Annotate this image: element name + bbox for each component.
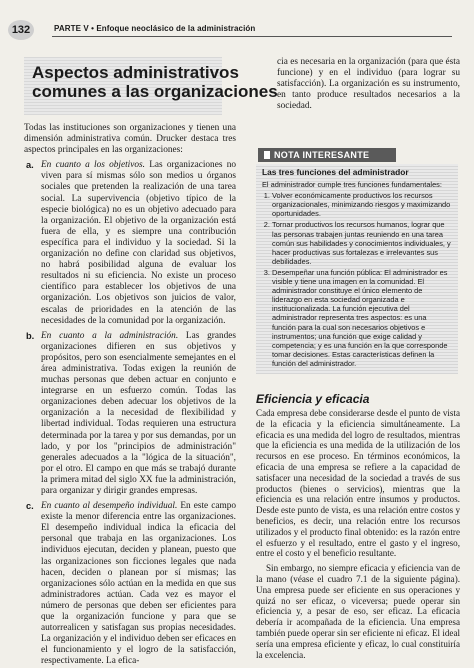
page-number: 132 [8, 20, 34, 40]
list-item-administracion [24, 331, 236, 497]
section-title-box [24, 57, 278, 115]
section-title-line2: comunes a las organizaciones [32, 82, 278, 101]
note-list-item: 1. Volver económicamente productivos los recursos organizacionales, minimizando riesgos y maximizando oportunidades. [272, 191, 452, 218]
subheading-eficiencia: Eficiencia y eficacia [256, 392, 370, 406]
eficiencia-paragraph-2: Sin embargo, no siempre eficacia y eficiencia van de la mano (véase el cuadro 7.1 de la siguiente página). Una empresa puede ser eficiente en sus operaciones y quizá no ser eficaz, o viceversa; puede operar sin eficiencia y, a pesar de eso, ser eficaz. La eficacia debería ir acompañada de la eficiencia. Una empresa también puede operar sin ser eficiente ni eficaz. El ideal sería una empresa eficiente y eficaz, lo cual constituiría la excelencia. [256, 563, 461, 660]
list-marker: b. [26, 330, 35, 341]
note-tag [258, 148, 396, 162]
right-column-bottom [256, 408, 460, 664]
list-item-text: En este campo existe la menor diferencia entre las organizaciones. El desempeño individual indica la eficacia del personal que trabaja en las organizaciones. Los individuos ejecutan, deciden y planean, puesto que las organizaciones son ficciones legales que nada hacen, deciden o planean por sí mismas; las organizaciones sólo actúan en la medida en que sus administradores actúan. Cada vez es mayor el número de personas que deben ser eficientes para que la organización funcione y para que se autorrealicen y satisfagan sus propias necesidades. La organización y el individuo deben ser eficaces en el funcionamiento y el logro de la satisfacción, respectivamente. La efica- [41, 501, 236, 667]
list-item-objetivos [24, 160, 236, 326]
header-rule [52, 36, 452, 37]
list-item-text: Las organizaciones no viven para sí mismas sólo son medios u órganos sociales que pretenden la realización de una tarea social. La supervivencia (objetivo típico de la especie biológica) no es un objetivo adecuado para la organización. El objetivo de la organización está fuera de ella, y es siempre una contribución específica para el individuo y la sociedad. Si la organización no define con claridad sus objetivos, no habrá posibilidad alguna de evaluar los resultados ni su eficiencia. No existe un proceso científico para establecer los objetivos de una organización. Los objetivos son juicios de valor, escalas de prioridades en la atención de las necesidades de la comunidad por la organización. [41, 160, 236, 326]
running-title: PARTE V • Enfoque neoclásico de la administración [54, 24, 256, 33]
left-column [24, 123, 236, 668]
eficiencia-paragraph-1: Cada empresa debe considerarse desde el punto de vista de la eficacia y la eficiencia simultáneamente. La eficacia es una medida del logro de resultados, mientras que la eficiencia es una medida de la utilización de los recursos en ese proceso. En términos económicos, la eficacia de una empresa se refiere a la capacidad de satisfacer una necesidad de la sociedad a través de sus productos (bienes o servicios), mientras que la eficiencia es una relación entre insumos y productos. Desde este punto de vista, es una relación entre costos y beneficios, es decir, una relación entre los recursos utilizados y el producto final obtenido: es la razón entre el esfuerzo y el resultado, entre el gasto y el ingreso, entre el costo y el beneficio resultante. [256, 408, 460, 559]
note-list-item: 3. Desempeñar una función pública: El administrador es visible y tiene una imagen en la comunidad. El administrador constituye el único elemento de liderazgo en esta sociedad organizada e institucionalizada. La función ejecutiva del administrador representa tres aspectos: es una función para la cual son necesarios objetivos e instrumentos; una función que exige calidad y competencia; y es una función en la que corresponde tomar decisiones. Estas características definen la función del administrador. [272, 268, 452, 368]
intro-paragraph: Todas las instituciones son organizaciones y tienen una dimensión administrativa común. Drucker destaca tres aspectos principales en las organizaciones: [24, 123, 236, 156]
list-item-lead: En cuanto a la administración. [41, 330, 179, 341]
note-title: Las tres funciones del administrador [262, 167, 409, 177]
list-item-desempeno [24, 501, 236, 667]
note-intro: El administrador cumple tres funciones fundamentales: [262, 180, 442, 190]
list-item-lead: En cuanto al desempeño individual. [41, 501, 178, 512]
list-item-text: Las grandes organizaciones difieren en sus objetivos y propósitos, pero son esencialmente semejantes en el área administrativa. Todas exigen la reunión de muchas personas que deben actuar en conjunto e integrarse en un esfuerzo común. Todas las organizaciones deben adecuar los objetivos de la organización a la necesidad de flexibilidad y libertad individual. Todas requieren una estructura determinada por la tarea y por sus demandas, por un lado, y por los "principios de administración" generales adecuados a la "lógica de la situación", por el otro. El campo en que más se trabajó durante la primera mitad del siglo XX fue la administración, para organizar y dirigir grandes empresas. [41, 330, 236, 496]
flag-icon [264, 151, 270, 159]
section-title-line1: Aspectos administrativos [32, 63, 239, 82]
note-list-item: 2. Tornar productivos los recursos humanos, lograr que las personas trabajen juntas reuniendo en una tarea común sus habilidades y conocimientos individuales, y hacer productivas sus fortalezas e irrelevantes sus debilidades. [272, 220, 452, 265]
note-box [246, 148, 460, 376]
running-header [8, 20, 458, 40]
continuation-paragraph: cia es necesaria en la organización (para que ésta funcione) y en el individuo (para lograr su satisfacción). La organización es su instrumento, en tanto produce resultados necesarios a la sociedad. [277, 57, 460, 112]
note-body [256, 164, 458, 374]
note-list [262, 191, 452, 368]
list-marker: a. [26, 160, 34, 171]
right-column-top [246, 57, 460, 112]
list-marker: c. [26, 501, 34, 512]
list-item-lead: En cuanto a los objetivos. [41, 160, 145, 171]
note-tag-label: NOTA INTERESANTE [274, 150, 370, 160]
